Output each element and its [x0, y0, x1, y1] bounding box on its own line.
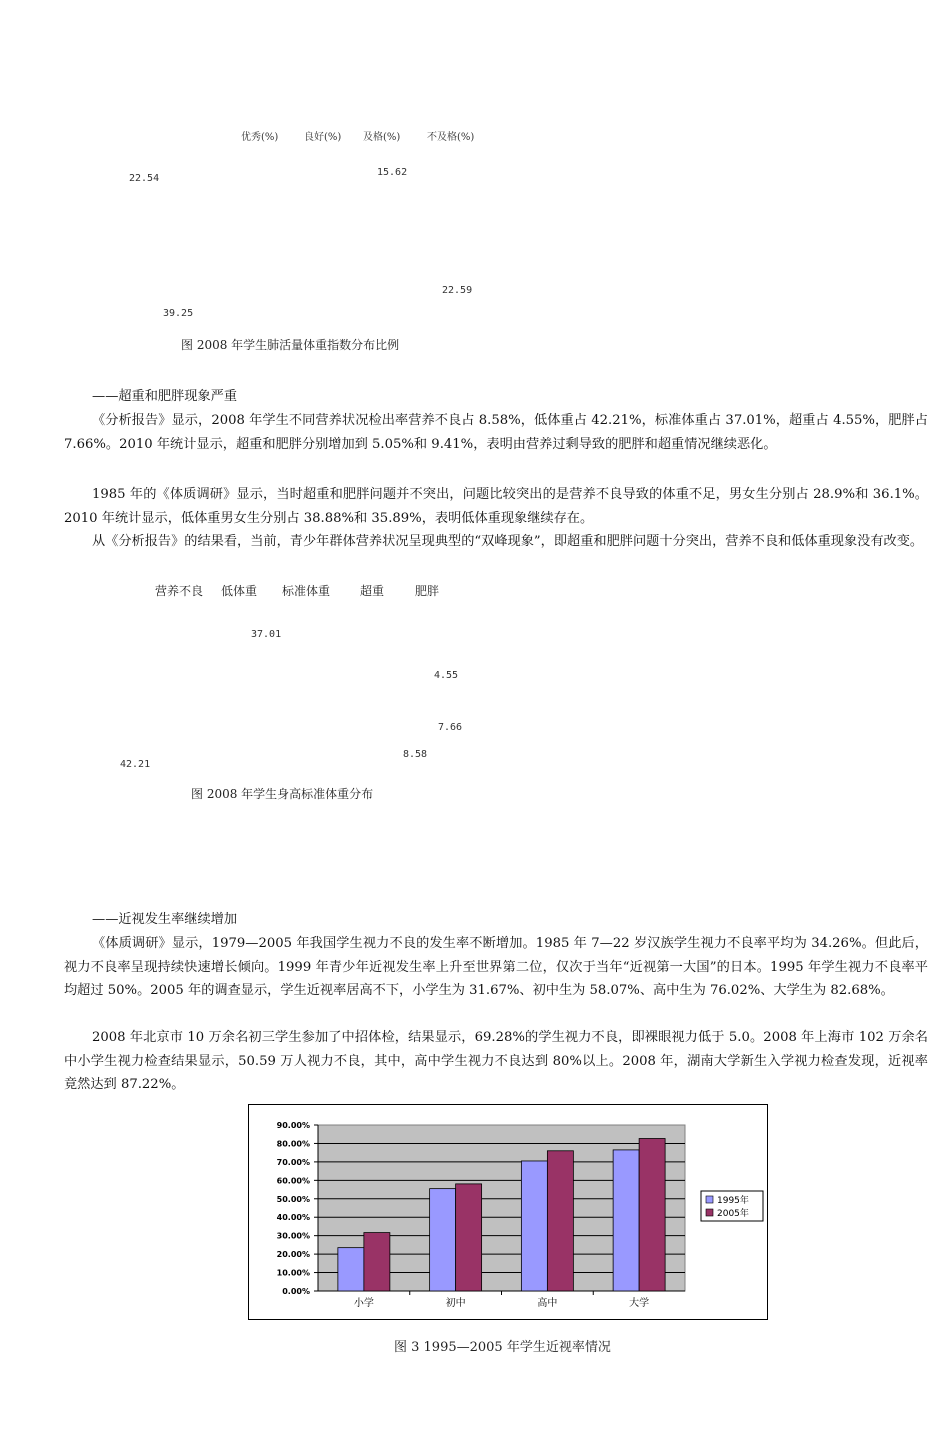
section1-paragraph-3: 从《分析报告》的结果看，当前，青少年群体营养状况呈现典型的“双峰现象”，即超重和肥胖问题十分突出，营养不良和低体重现象没有改变。 [92, 534, 924, 549]
y-tick-label: 90.00% [276, 1121, 310, 1130]
x-tick-label: 小学 [353, 1298, 374, 1309]
figure2-legend-underweight: 低体重 [221, 584, 258, 598]
section1-paragraph-2: 1985 年的《体质调研》显示，当时超重和肥胖问题并不突出，问题比较突出的是营养不良导致的体重不足，男女生分别占 28.9%和 36.1%。2010 年统计显示，低体重男女生分别占 38.88%和 35.89%，表明低体重现象继续存在。 [64, 487, 928, 526]
figure3-caption: 图 3 1995—2005 年学生近视率情况 [394, 1340, 611, 1355]
y-tick-label: 30.00% [276, 1231, 310, 1241]
figure1-legend-pass: 及格(%) [363, 132, 401, 143]
figure2-legend-overweight: 超重 [360, 584, 385, 598]
bar-2005年-大学 [639, 1139, 665, 1291]
legend-swatch [706, 1209, 713, 1216]
figure2-value-4: 8.58 [403, 749, 428, 760]
figure1-value-1: 22.54 [129, 173, 160, 184]
figure1-value-2: 15.62 [377, 167, 408, 178]
bar-2005年-小学 [364, 1233, 390, 1291]
bar-1995年-初中 [430, 1189, 456, 1291]
bar-1995年-小学 [338, 1248, 364, 1291]
y-tick-label: 10.00% [276, 1268, 310, 1278]
figure1-value-4: 39.25 [163, 308, 194, 319]
legend-swatch [706, 1196, 713, 1203]
figure1-caption: 图 2008 年学生肺活量体重指数分布比例 [181, 338, 400, 352]
figure1-legend-fail: 不及格(%) [427, 132, 475, 143]
figure1-legend-good: 良好(%) [304, 132, 342, 143]
section2-paragraph-1: 《体质调研》显示，1979—2005 年我国学生视力不良的发生率不断增加。1985 年 7—22 岁汉族学生视力不良率平均为 34.26%。但此后，视力不良率呈现持续快速增长倾向。1999 年青少年近视发生率上升至世界第二位，仅次于当年“近视第一大国”的日本。1995 年学生视力不良率平均超过 50%。2005 年的调查显示，学生近视率居高不下，小学生为 31.67%、初中生为 58.07%、高中生为 76.02%、大学生为 82.68%。 [64, 936, 928, 998]
figure2-legend-malnutrition: 营养不良 [155, 584, 204, 598]
y-tick-label: 40.00% [276, 1213, 310, 1223]
myopia-bar-chart [248, 1104, 768, 1320]
x-tick-label: 大学 [629, 1298, 650, 1309]
figure2-value-5: 42.21 [120, 759, 151, 770]
figure2-caption: 图 2008 年学生身高标准体重分布 [191, 787, 374, 801]
figure1-value-3: 22.59 [442, 285, 473, 296]
x-tick-label: 高中 [537, 1298, 558, 1309]
section1-paragraph-1: 《分析报告》显示，2008 年学生不同营养状况检出率营养不良占 8.58%，低体重占 42.21%，标准体重占 37.01%，超重占 4.55%，肥胖占 7.66%。2010 年统计显示，超重和肥胖分别增加到 5.05%和 9.41%，表明由营养过剩导致的肥胖和超重情况继续恶化。 [64, 413, 928, 452]
section2-heading: ——近视发生率继续增加 [92, 912, 238, 927]
x-tick-label: 初中 [445, 1298, 466, 1309]
figure2-value-1: 37.01 [251, 629, 282, 640]
legend-label: 1995年 [717, 1196, 749, 1206]
myopia-bar-chart-svg [249, 1105, 767, 1319]
figure2-value-2: 4.55 [434, 670, 459, 681]
section2-paragraph-2: 2008 年北京市 10 万余名初三学生参加了中招体检，结果显示，69.28%的学生视力不良，即裸眼视力低于 5.0。2008 年上海市 102 万余名中小学生视力检查结果显示，50.59 万人视力不良，其中，高中学生视力不良达到 80%以上。2008 年，湖南大学新生入学视力检查发现，近视率竟然达到 87.22%。 [64, 1030, 928, 1092]
y-tick-label: 0.00% [282, 1287, 310, 1296]
legend-label: 2005年 [717, 1209, 749, 1219]
figure2-legend-normal: 标准体重 [282, 584, 331, 598]
y-tick-label: 70.00% [276, 1157, 310, 1167]
y-tick-label: 50.00% [276, 1194, 310, 1204]
figure2-legend-obese: 肥胖 [415, 584, 440, 598]
y-tick-label: 80.00% [276, 1139, 310, 1149]
bar-2005年-初中 [456, 1184, 482, 1291]
bar-2005年-高中 [547, 1151, 573, 1291]
y-tick-label: 60.00% [276, 1176, 310, 1186]
section1-heading: ——超重和肥胖现象严重 [92, 389, 238, 404]
bar-1995年-大学 [613, 1150, 639, 1291]
figure2-value-3: 7.66 [438, 722, 463, 733]
figure1-legend-excellent: 优秀(%) [241, 132, 279, 143]
bar-1995年-高中 [521, 1161, 547, 1291]
y-tick-label: 20.00% [276, 1250, 310, 1260]
